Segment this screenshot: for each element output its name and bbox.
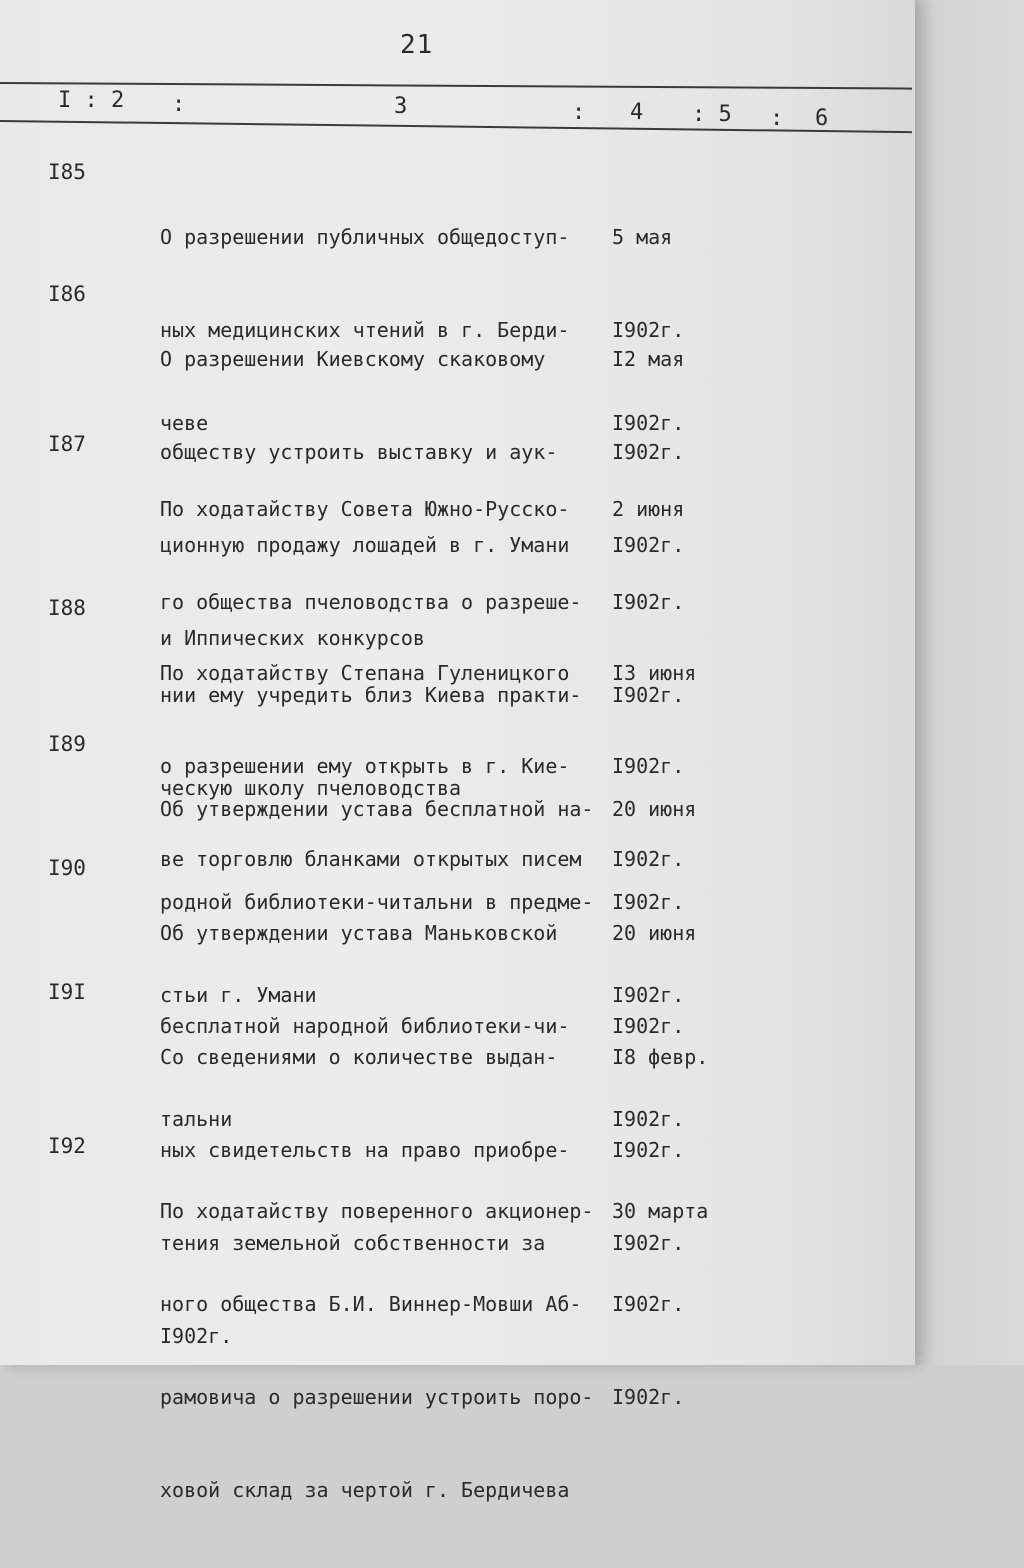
record-description: Об утверждении устава бесплатной на- родной библиотеки-читальни в предме- стьи г. Умани <box>160 797 594 1007</box>
column-separator-2: : <box>572 100 586 125</box>
column-header-6: 6 <box>815 106 829 131</box>
header-rule-top <box>0 82 912 90</box>
record-number: I89 <box>48 732 86 756</box>
record-number: I88 <box>48 596 86 620</box>
record-dates: 5 мая I902г. I902г. <box>612 225 685 435</box>
record-description: По ходатайству Совета Южно-Русско- го общества пчеловодства о разреше- нии ему учредить близ Киева практи- ческую школу пчеловодства <box>160 497 582 800</box>
record-number: I87 <box>48 432 86 456</box>
record-description: О разрешении Киевскому скаковому обществу устроить выставку и аук- ционную продажу лошадей в г. Умани и Иппических конкурсов <box>160 347 570 650</box>
record-description: По ходатайству Степана Гуленицкого о разрешении ему открыть в г. Кие- ве торговлю бланками открытых писем <box>160 661 582 871</box>
column-header-4: 4 <box>630 100 644 125</box>
record-number: I92 <box>48 1134 86 1158</box>
record-number: I86 <box>48 282 86 306</box>
record-description: Об утверждении устава Маньковской бесплатной народной библиотеки-чи- тальни <box>160 921 570 1131</box>
record-dates: 20 июня I902г. I902г. <box>612 921 697 1131</box>
record-dates: 20 июня I902г. I902г. <box>612 797 697 1007</box>
page-number: 21 <box>400 30 434 60</box>
column-header-5: : 5 <box>692 102 732 127</box>
record-description: О разрешении публичных общедоступ- ных медицинских чтений в г. Берди- чеве <box>160 225 570 435</box>
record-number: I85 <box>48 160 86 184</box>
record-dates: I8 февр. I902г. I902г. <box>612 1045 709 1255</box>
column-separator-4: : <box>770 106 784 131</box>
record-number: I9I <box>48 980 86 1004</box>
record-number: I90 <box>48 856 86 880</box>
column-separator-1: : <box>172 92 186 117</box>
record-dates: 2 июня I902г. I902г. <box>612 497 685 707</box>
underlying-page <box>900 0 1024 1365</box>
column-header-3: 3 <box>394 94 408 119</box>
column-header-1-2: I : 2 <box>58 88 125 113</box>
record-dates: 30 марта I902г. I902г. <box>612 1199 709 1409</box>
record-dates: I3 июня I902г. I902г. <box>612 661 697 871</box>
record-description: Со сведениями о количестве выдан- ных свидетельств на право приобре- тения земельной собственности за I902г. <box>160 1045 570 1348</box>
record-dates: I2 мая I902г. I902г. <box>612 347 685 557</box>
record-description: По ходатайству поверенного акционер- ного общества Б.И. Виннер-Мовши Аб- рамовича о разрешении устроить поро- ховой склад за чертой г. Бердичева <box>160 1199 594 1502</box>
